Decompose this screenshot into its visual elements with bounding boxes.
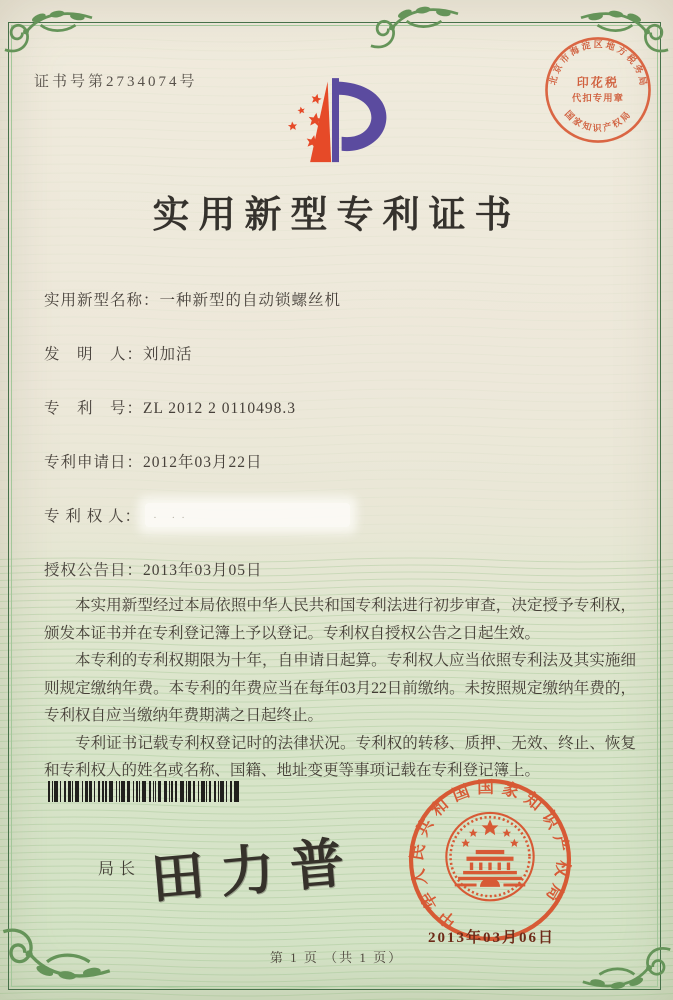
field-value: 一种新型的自动锁螺丝机 bbox=[159, 292, 342, 309]
stamp-tax-office bbox=[542, 34, 654, 146]
sipo-logo-icon bbox=[262, 68, 402, 174]
field-value: ZL 2012 2 0110498.3 bbox=[143, 400, 297, 417]
legal-paragraph-2: 本专利的专利权期限为十年，自申请日起算。专利权人应当依照专利法及其实施细则规定缴纳年费。本专利的年费应当在每年03月22日前缴纳。未按照规定缴纳年费的，专利权自应当缴纳年费期满之日起终止。 bbox=[44, 652, 636, 724]
stamp-arc-bottom-text: 国家知识产权局 bbox=[562, 108, 634, 134]
field-filing-date bbox=[44, 450, 624, 504]
redacted-patentee-value: · ·· bbox=[145, 503, 350, 527]
barcode bbox=[48, 781, 242, 802]
seal-ring-text: 中华人民共和国国家知识产权局 bbox=[406, 777, 574, 932]
field-label: 授权公告日： bbox=[44, 562, 144, 579]
field-value: 2012年03月22日 bbox=[143, 454, 263, 471]
field-label: 专 利 权 人： bbox=[44, 508, 142, 525]
field-patent-number bbox=[44, 396, 624, 450]
field-value: 刘加活 bbox=[143, 346, 193, 363]
field-utility-model-name bbox=[44, 288, 624, 342]
svg-text:国家知识产权局 bbox=[563, 108, 634, 133]
field-inventor bbox=[44, 342, 624, 396]
commissioner-role-label: 局长 bbox=[98, 861, 141, 878]
stamp-arc-top-text: 北京市海淀区地方税务局 bbox=[547, 39, 649, 89]
field-label: 发 明 人： bbox=[44, 346, 144, 363]
field-patentee bbox=[44, 504, 624, 558]
certificate-number: 证书号第2734074号 bbox=[34, 74, 198, 90]
field-label: 实用新型名称： bbox=[44, 292, 160, 309]
field-list bbox=[44, 288, 624, 612]
national-emblem-icon bbox=[446, 813, 533, 900]
commissioner-signature: 田力普 bbox=[148, 831, 363, 911]
page-number-footer: 第 1 页 （共 1 页） bbox=[269, 950, 404, 965]
certificate-title: 实用新型专利证书 bbox=[152, 195, 521, 236]
stamp-center-line2: 代扣专用章 bbox=[571, 94, 625, 105]
legal-text-block bbox=[44, 592, 636, 785]
sipo-official-seal bbox=[406, 776, 574, 944]
field-label: 专利申请日： bbox=[44, 454, 144, 471]
stamp-center-line1: 印花税 bbox=[576, 75, 620, 90]
field-label: 专 利 号： bbox=[44, 400, 144, 417]
legal-paragraph-1: 本实用新型经过本局依照中华人民共和国专利法进行初步审查，决定授予专利权，颁发本证书并在专利登记簿上予以登记。专利权自授权公告之日起生效。 bbox=[44, 597, 636, 642]
seal-date: 2013年03月06日 bbox=[428, 930, 556, 946]
svg-text:中华人民共和国国家知识产权局 bbox=[407, 778, 574, 933]
field-value: 2013年03月05日 bbox=[143, 562, 263, 579]
legal-paragraph-3: 专利证书记载专利权登记时的法律状况。专利权的转移、质押、无效、终止、恢复和专利权人的姓名或名称、国籍、地址变更等事项记载在专利登记簿上。 bbox=[44, 734, 636, 779]
